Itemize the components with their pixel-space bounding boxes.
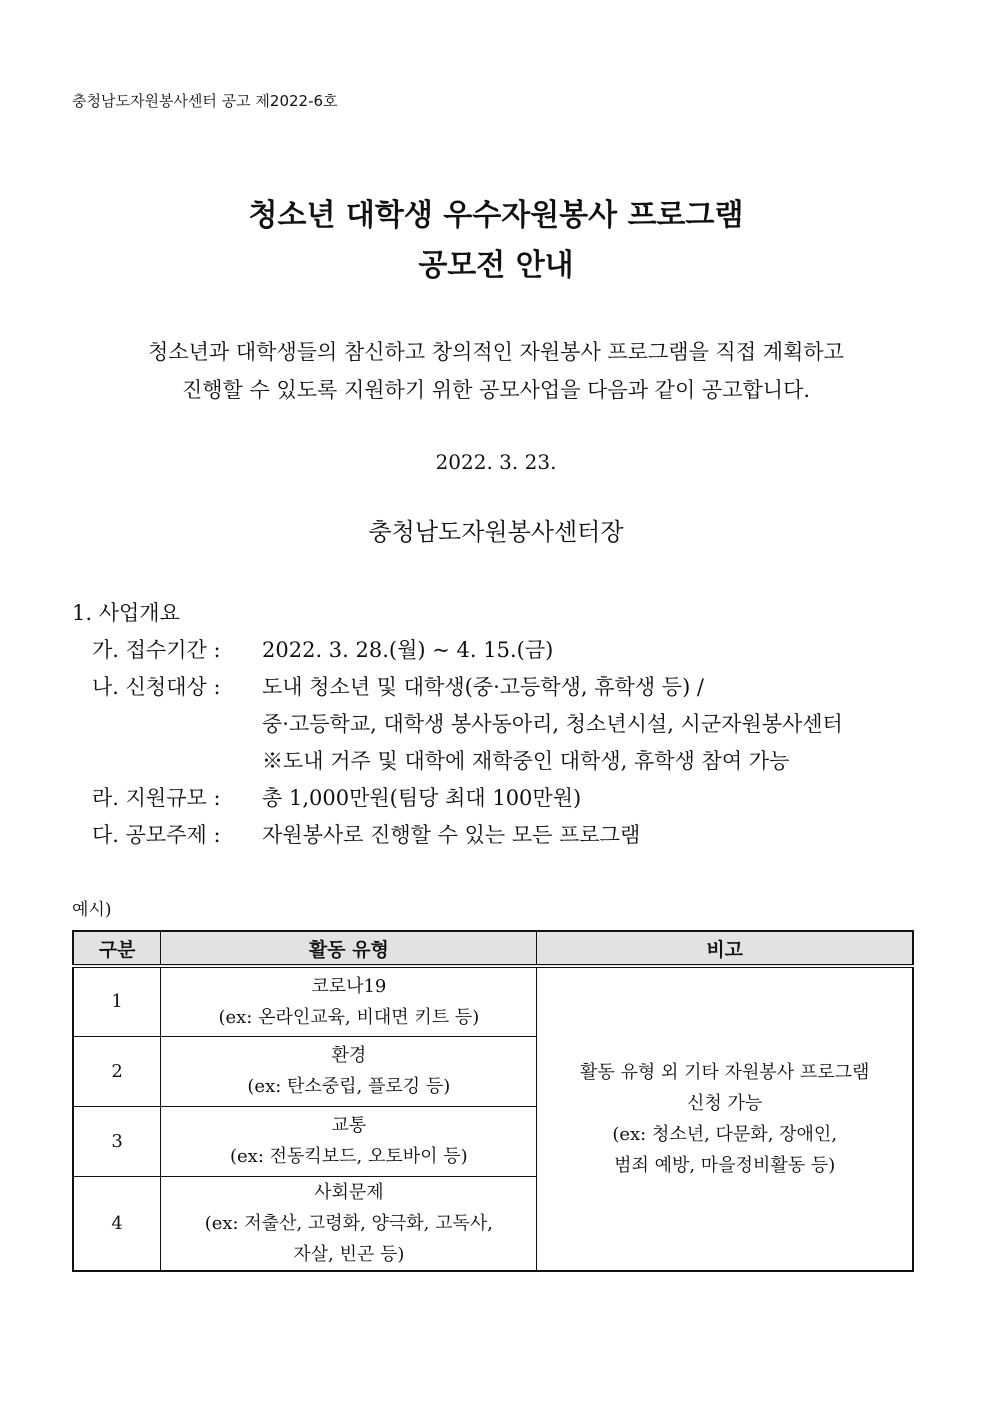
activity-type-title: 사회문제 <box>314 1181 384 1203</box>
remarks-line: 활동 유형 외 기타 자원봉사 프로그램 <box>579 1061 870 1083</box>
title-line-2: 공모전 안내 <box>418 248 574 283</box>
activity-type-title: 환경 <box>331 1045 367 1066</box>
example-label: 예시) <box>72 900 112 920</box>
item-value-budget: 총 1,000만원(팀당 최대 100만원) <box>262 786 582 810</box>
item-label-theme: 다. 공모주제 : <box>92 823 221 847</box>
section-heading: 1. 사업개요 <box>72 601 180 625</box>
activity-type-title: 교통 <box>331 1115 367 1136</box>
item-value-period: 2022. 3. 28.(월) ~ 4. 15.(금) <box>262 638 554 662</box>
activity-type-cell <box>161 966 537 1036</box>
activity-type-example: (ex: 탄소중립, 플로깅 등) <box>247 1076 451 1097</box>
row-number: 1 <box>73 966 161 1036</box>
item-value-target-1: 도내 청소년 및 대학생(중·고등학생, 휴학생 등) / <box>262 675 705 699</box>
remarks-cell <box>537 966 913 1271</box>
notice-number: 충청남도자원봉사센터 공고 제2022-6호 <box>72 92 338 110</box>
item-value-target-3: ※도내 거주 및 대학에 재학중인 대학생, 휴학생 참여 가능 <box>262 749 790 773</box>
row-number: 2 <box>73 1036 161 1106</box>
activity-type-example: (ex: 전동킥보드, 오토바이 등) <box>230 1146 468 1167</box>
item-value-target-2: 중·고등학교, 대학생 봉사동아리, 청소년시설, 시군자원봉사센터 <box>262 712 843 736</box>
header-category: 구분 <box>73 931 161 966</box>
activity-type-cell <box>161 1036 537 1106</box>
example-table <box>72 930 914 1272</box>
item-label-target: 나. 신청대상 : <box>92 675 221 699</box>
header-activity-type: 활동 유형 <box>161 931 537 966</box>
table-header-row <box>73 931 913 966</box>
activity-type-example: (ex: 온라인교육, 비대면 키트 등) <box>218 1006 480 1028</box>
remarks-line: 신청 가능 <box>687 1092 763 1114</box>
table-row <box>73 966 913 1036</box>
remarks-line: 범죄 예방, 마을정비활동 등) <box>614 1154 836 1176</box>
organization-name: 충청남도자원봉사센터장 <box>368 518 624 546</box>
activity-type-example: 자살, 빈곤 등) <box>293 1243 405 1265</box>
title-line-1: 청소년 대학생 우수자원봉사 프로그램 <box>248 198 744 233</box>
intro-line-1: 청소년과 대학생들의 참신하고 창의적인 자원봉사 프로그램을 직접 계획하고 <box>148 340 844 364</box>
activity-type-title: 코로나19 <box>311 975 387 997</box>
item-value-theme: 자원봉사로 진행할 수 있는 모든 프로그램 <box>262 823 641 847</box>
item-label-period: 가. 접수기간 : <box>92 638 221 662</box>
row-number: 3 <box>73 1106 161 1176</box>
row-number: 4 <box>73 1176 161 1271</box>
activity-type-cell <box>161 1106 537 1176</box>
activity-type-cell <box>161 1176 537 1271</box>
remarks-line: (ex: 청소년, 다문화, 장애인, <box>612 1123 838 1145</box>
intro-line-2: 진행할 수 있도록 지원하기 위한 공모사업을 다음과 같이 공고합니다. <box>181 378 811 402</box>
announcement-date: 2022. 3. 23. <box>435 450 557 474</box>
item-label-budget: 라. 지원규모 : <box>92 786 221 810</box>
activity-type-example: (ex: 저출산, 고령화, 양극화, 고독사, <box>204 1212 494 1234</box>
header-remarks: 비고 <box>537 931 913 966</box>
